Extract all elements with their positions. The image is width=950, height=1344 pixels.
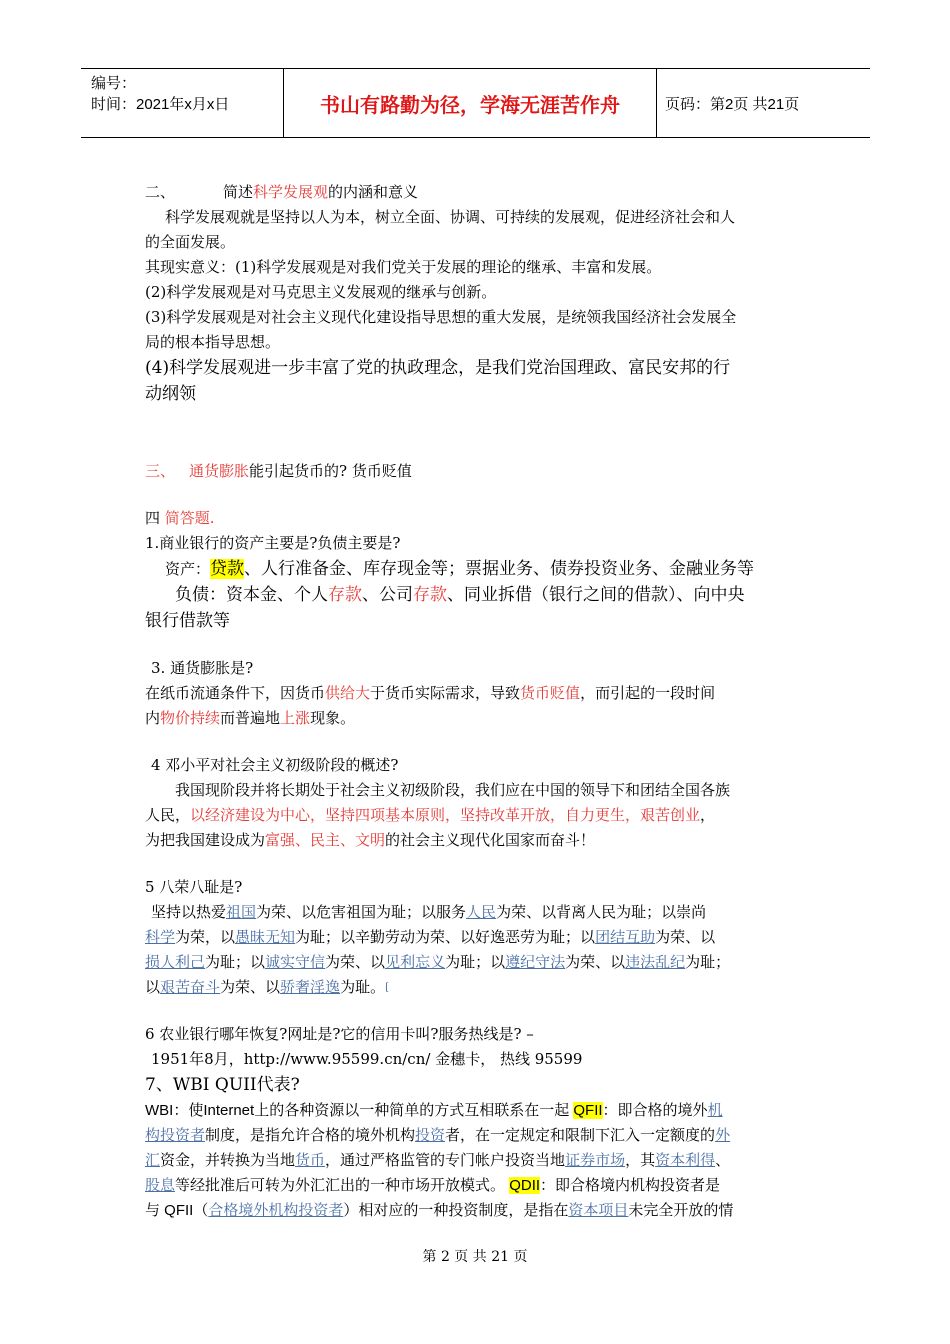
header-motto: 书山有路勤为径，学海无涯苦作舟 (283, 69, 657, 137)
link-weifa[interactable]: 违法乱纪 (625, 953, 686, 971)
link-ziben-xiangmu[interactable]: 资本项目 (568, 1202, 629, 1219)
answer-line: 银行借款等 (145, 611, 230, 631)
link-yumei[interactable]: 愚昧无知 (235, 928, 296, 946)
link-zunji[interactable]: 遵纪守法 (505, 953, 566, 971)
paragraph: 的全面发展。 (145, 233, 236, 251)
link-tuanjie[interactable]: 团结互助 (595, 928, 656, 946)
footnote-mark: [ (385, 982, 389, 993)
paragraph: (2)科学发展观是对马克思主义发展观的继承与创新。 (145, 283, 497, 301)
answer-line: 负债：资本金、个人存款、公司存款、同业拆借（银行之间的借款）、向中央 (175, 585, 745, 605)
answer-line: 资产：贷款、人行准备金、库存现金等；票据业务、债券投资业务、金融业务等 (165, 559, 755, 579)
link-jianku[interactable]: 艰苦奋斗 (160, 978, 221, 996)
answer-line: 1951年8月，http://www.95599.cn/cn/ 金穗卡， 热线 95599 (151, 1050, 583, 1068)
question: 5 八荣八耻是? (145, 878, 243, 896)
link-touzi[interactable]: 投资 (415, 1127, 446, 1144)
answer-line: 科学为荣，以愚昧无知为耻；以辛勤劳动为荣、以好逸恶劳为耻；以团结互助为荣、以 (145, 928, 716, 946)
question: 3. 通货膨胀是? (151, 659, 254, 677)
answer-line: 汇资金，并转换为当地货币，通过严格监管的专门帐户投资当地证券市场，其资本利得、 (145, 1152, 731, 1169)
document-date: 时间：2021年x月x日 (91, 96, 230, 113)
answer-line: 在纸币流通条件下，因货币供给大于货币实际需求，导致货币贬值，而引起的一段时间 (145, 684, 716, 702)
paragraph: 科学发展观就是坚持以人为本，树立全面、协调、可持续的发展观，促进经济社会和人 (165, 208, 736, 226)
paragraph: 其现实意义：(1)科学发展观是对我们党关于发展的理论的继承、丰富和发展。 (145, 258, 662, 276)
link-wai[interactable]: 外 (715, 1127, 731, 1144)
page-header (81, 68, 870, 138)
question: 6 农业银行哪年恢复?网址是?它的信用卡叫?服务热线是? – (145, 1025, 534, 1043)
answer-line: 损人利己为耻；以诚实守信为荣、以见利忘义为耻；以遵纪守法为荣、以违法乱纪为耻； (145, 953, 731, 971)
answer-line: 人民，以经济建设为中心，坚持四项基本原则，坚持改革开放，自力更生，艰苦创业， (145, 806, 716, 824)
header-meta (81, 69, 283, 137)
link-kexue[interactable]: 科学 (145, 928, 176, 946)
link-jianli[interactable]: 见利忘义 (385, 953, 446, 971)
question: 7、WBI QUII代表? (145, 1075, 300, 1095)
link-chengshi[interactable]: 诚实守信 (265, 953, 326, 971)
link-jigou[interactable]: 机 (707, 1102, 723, 1119)
link-ziben-lide[interactable]: 资本利得 (655, 1152, 716, 1169)
highlight-qfii: QFII (573, 1102, 603, 1119)
paragraph: 动纲领 (145, 384, 196, 404)
question: 1.商业银行的资产主要是?负债主要是? (145, 534, 401, 552)
answer-line: 以艰苦奋斗为荣、以骄奢淫逸为耻。[ (145, 978, 389, 996)
document-body (145, 180, 810, 1223)
answer-line: 股息等经批准后可转为外汇汇出的一种市场开放模式。 QDII：即合格境内机构投资者是 (145, 1177, 721, 1194)
header-page-number: 页码：第2页 共21页 (665, 95, 800, 113)
answer-line: WBI：使Internet上的各种资源以一种简单的方式互相联系在一起 QFII：即合格的境外机 (145, 1102, 723, 1119)
link-jiaoshe[interactable]: 骄奢淫逸 (280, 978, 341, 996)
link-zuguo[interactable]: 祖国 (226, 903, 257, 921)
paragraph: 局的根本指导思想。 (145, 333, 281, 351)
link-sunren[interactable]: 损人利己 (145, 953, 206, 971)
answer-line: 为把我国建设成为富强、民主、文明的社会主义现代化国家而奋斗！ (145, 831, 596, 849)
document-number: 编号： (91, 75, 137, 92)
answer-line: 我国现阶段并将长期处于社会主义初级阶段，我们应在中国的领导下和团结全国各族 (175, 781, 731, 799)
answer-line: 与 QFII（合格境外机构投资者）相对应的一种投资制度，是指在资本项目未完全开放的情 (145, 1202, 734, 1219)
page-footer: 第 2 页 共 21 页 (422, 1249, 528, 1265)
section-3-heading: 三、 通货膨胀能引起货币的? 货币贬值 (145, 462, 412, 480)
link-renmin[interactable]: 人民 (466, 903, 497, 921)
question: 4 邓小平对社会主义初级阶段的概述? (151, 756, 399, 774)
paragraph: (4)科学发展观进一步丰富了党的执政理念，是我们党治国理政、富民安邦的行 (145, 358, 731, 378)
highlight-qdii: QDII (509, 1177, 541, 1194)
link-huobi[interactable]: 货币 (295, 1152, 326, 1169)
link-zhengquan[interactable]: 证券市场 (565, 1152, 626, 1169)
link-guxi[interactable]: 股息 (145, 1177, 176, 1194)
link-qfii-full[interactable]: 合格境外机构投资者 (208, 1202, 344, 1219)
answer-line: 构投资者制度，是指允许合格的境外机构投资者，在一定规定和限制下汇入一定额度的外 (145, 1127, 731, 1144)
link-jigou-touzizhe[interactable]: 构投资者 (145, 1127, 206, 1144)
link-hui[interactable]: 汇 (145, 1152, 161, 1169)
answer-line: 内物价持续而普遍地上涨现象。 (145, 709, 356, 727)
answer-line: 坚持以热爱祖国为荣、以危害祖国为耻；以服务人民为荣、以背离人民为耻；以崇尚 (151, 903, 707, 921)
section-4-heading: 四 简答题. (145, 509, 215, 527)
paragraph: (3)科学发展观是对社会主义现代化建设指导思想的重大发展，是统领我国经济社会发展全 (145, 308, 737, 326)
section-2-heading: 二、 简述科学发展观的内涵和意义 (145, 183, 419, 201)
